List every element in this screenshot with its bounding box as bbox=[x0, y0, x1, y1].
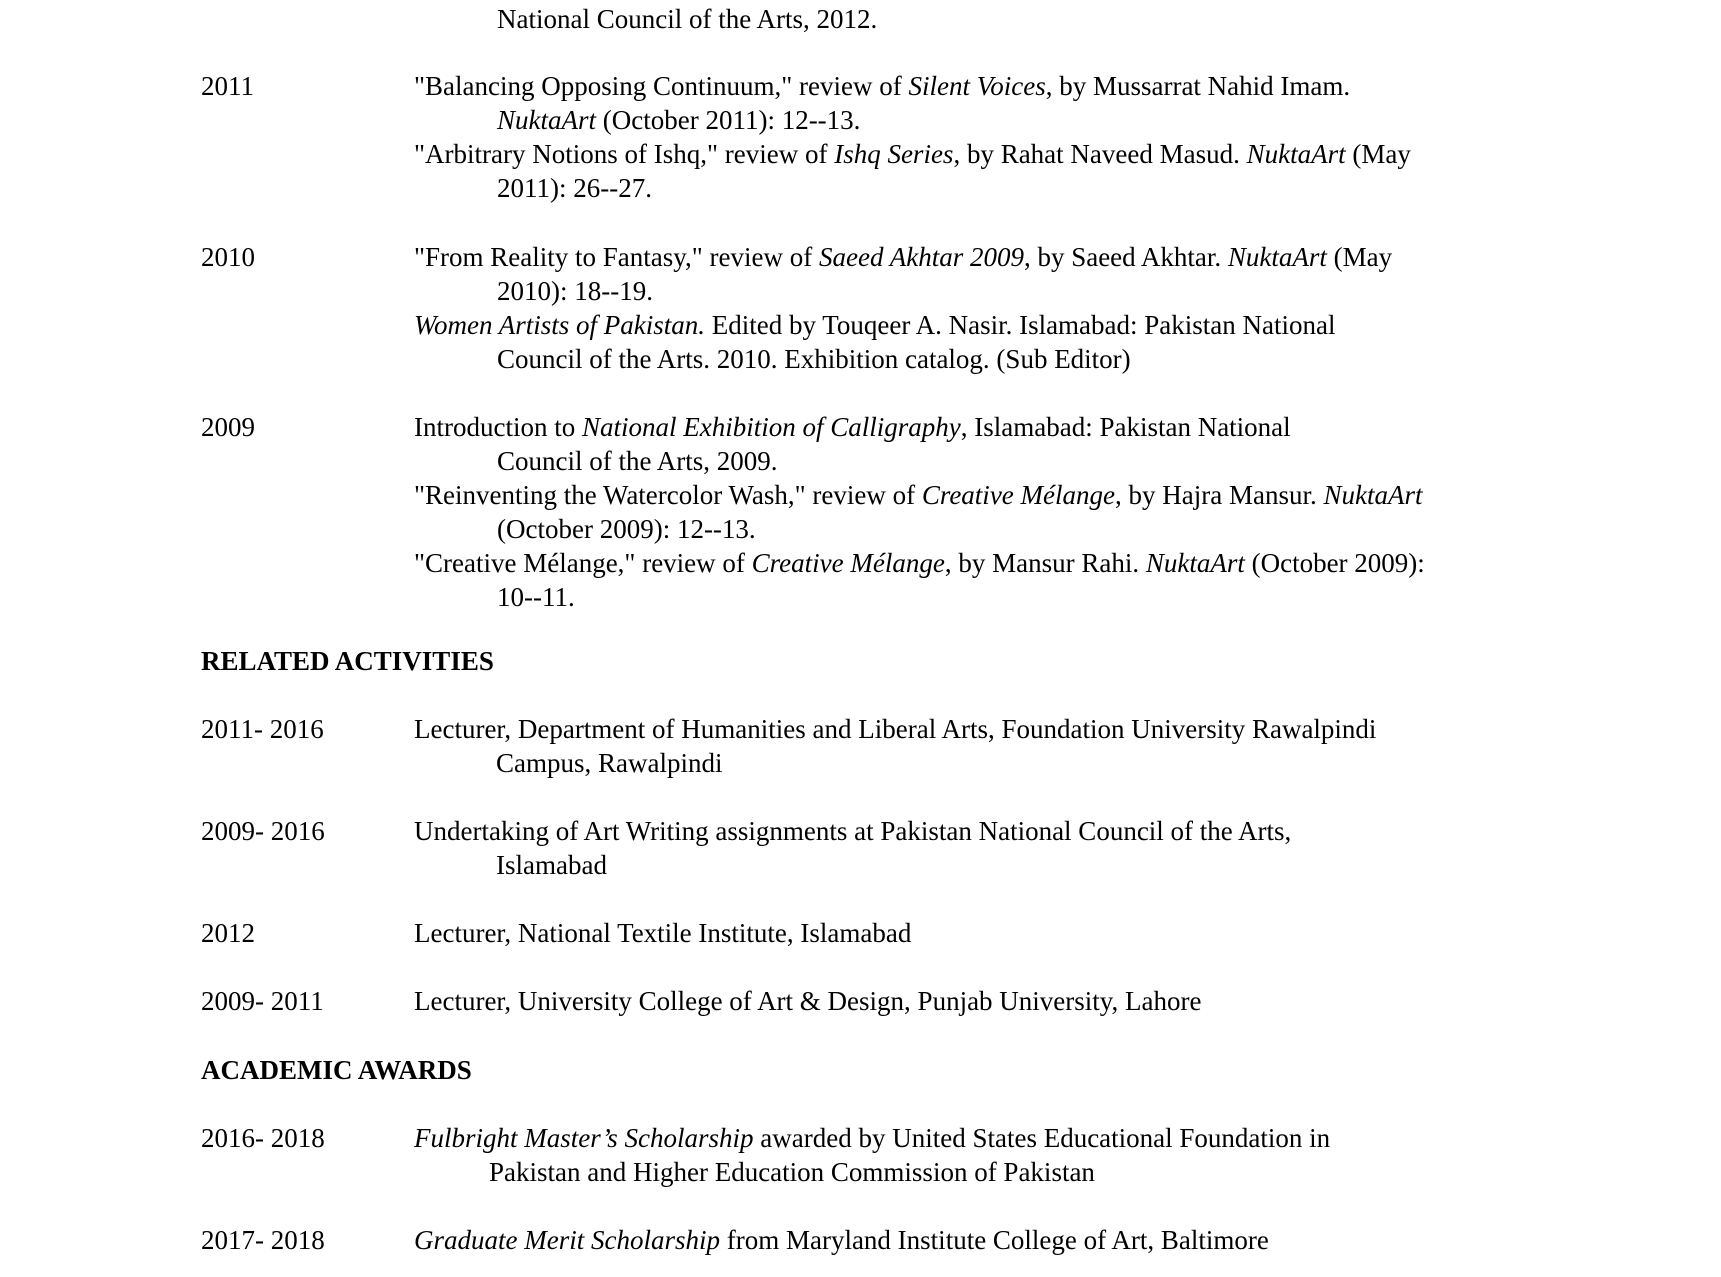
text-run: "Creative Mélange," review of bbox=[414, 548, 752, 578]
text-run: , by Rahat Naveed Masud. bbox=[953, 139, 1247, 169]
activity-text: Lecturer, University College of Art & Design, Punjab University, Lahore bbox=[414, 986, 1202, 1016]
text-run: , Islamabad: Pakistan National bbox=[960, 412, 1291, 442]
italic-title-text: NuktaArt bbox=[1145, 548, 1245, 578]
text-run: Edited by Touqeer A. Nasir. Islamabad: Pakistan National bbox=[705, 310, 1336, 340]
publication-entry-line bbox=[414, 546, 1425, 580]
text-run: 2011): 26--27. bbox=[497, 173, 652, 203]
text-run: , by Hajra Mansur. bbox=[1115, 480, 1324, 510]
text-run: (May bbox=[1326, 242, 1393, 272]
award-title: Graduate Merit Scholarship bbox=[414, 1225, 720, 1255]
text-run: , by Mansur Rahi. bbox=[944, 548, 1146, 578]
text-run: (May bbox=[1345, 139, 1411, 169]
activity-text-continuation: Campus, Rawalpindi bbox=[496, 748, 723, 778]
award-description: awarded by United States Educational Foundation in bbox=[753, 1123, 1331, 1153]
activity-years: 2009- 2016 bbox=[201, 816, 325, 846]
italic-title-text: Ishq Series bbox=[834, 139, 954, 169]
publication-entry-line bbox=[414, 240, 1392, 274]
activity-text: Lecturer, National Textile Institute, Islamabad bbox=[414, 918, 912, 948]
continuation-line: National Council of the Arts, 2012. bbox=[497, 4, 878, 34]
award-description: from Maryland Institute College of Art, Baltimore bbox=[719, 1225, 1269, 1255]
publication-entry-line bbox=[414, 410, 1291, 444]
publication-entry-line bbox=[414, 478, 1422, 512]
publication-entry-continuation bbox=[497, 512, 756, 546]
text-run: (October 2011): 12--13. bbox=[596, 105, 861, 135]
award-title: Fulbright Master’s Scholarship bbox=[414, 1123, 754, 1153]
award-text bbox=[414, 1223, 1269, 1257]
activity-years: 2011- 2016 bbox=[201, 714, 324, 744]
section-heading-academic-awards: ACADEMIC AWARDS bbox=[201, 1055, 472, 1085]
publication-entry-continuation bbox=[497, 103, 860, 137]
text-run: "Arbitrary Notions of Ishq," review of bbox=[414, 139, 835, 169]
italic-title-text: Saeed Akhtar 2009 bbox=[818, 242, 1024, 272]
italic-title-text: Women Artists of Pakistan. bbox=[414, 310, 706, 340]
publication-entry-continuation bbox=[497, 444, 777, 478]
award-years: 2017- 2018 bbox=[201, 1225, 325, 1255]
italic-title-text: NuktaArt bbox=[1323, 480, 1423, 510]
italic-title-text: Creative Mélange bbox=[921, 480, 1115, 510]
italic-title-text: Silent Voices bbox=[908, 71, 1046, 101]
activity-years: 2009- 2011 bbox=[201, 986, 324, 1016]
publication-year: 2010 bbox=[201, 242, 255, 272]
italic-title-text: NuktaArt bbox=[1246, 139, 1346, 169]
publication-entry-continuation bbox=[497, 580, 575, 614]
publication-entry-continuation bbox=[497, 342, 1131, 376]
activity-years: 2012 bbox=[201, 918, 255, 948]
text-run: (October 2009): 12--13. bbox=[497, 514, 756, 544]
italic-title-text: National Exhibition of Calligraphy bbox=[581, 412, 961, 442]
text-run: "Reinventing the Watercolor Wash," review of bbox=[414, 480, 922, 510]
text-run: "Balancing Opposing Continuum," review of bbox=[414, 71, 909, 101]
publication-year: 2011 bbox=[201, 71, 254, 101]
text-run: 10--11. bbox=[497, 582, 575, 612]
publication-entry-line bbox=[414, 69, 1350, 103]
italic-title-text: NuktaArt bbox=[1227, 242, 1327, 272]
publication-year: 2009 bbox=[201, 412, 255, 442]
italic-title-text: Creative Mélange bbox=[751, 548, 945, 578]
text-run: "From Reality to Fantasy," review of bbox=[414, 242, 819, 272]
text-run: , by Saeed Akhtar. bbox=[1023, 242, 1228, 272]
award-text bbox=[414, 1121, 1330, 1155]
italic-title-text: NuktaArt bbox=[497, 105, 596, 135]
activity-text: Lecturer, Department of Humanities and Liberal Arts, Foundation University Rawalpindi bbox=[414, 714, 1377, 744]
publication-entry-line bbox=[414, 308, 1336, 342]
text-run: Introduction to bbox=[414, 412, 582, 442]
award-text-continuation: Pakistan and Higher Education Commission of Pakistan bbox=[489, 1157, 1095, 1187]
publication-entry-continuation bbox=[497, 274, 653, 308]
text-run: , by Mussarrat Nahid Imam. bbox=[1045, 71, 1351, 101]
text-run: Council of the Arts, 2009. bbox=[497, 446, 778, 476]
text-run: Council of the Arts. 2010. Exhibition catalog. (Sub Editor) bbox=[497, 344, 1131, 374]
publication-entry-line bbox=[414, 137, 1411, 171]
publication-entry-continuation bbox=[497, 171, 652, 205]
award-years: 2016- 2018 bbox=[201, 1123, 325, 1153]
text-run: 2010): 18--19. bbox=[497, 276, 653, 306]
activity-text-continuation: Islamabad bbox=[496, 850, 607, 880]
activity-text: Undertaking of Art Writing assignments at Pakistan National Council of the Arts, bbox=[414, 816, 1292, 846]
section-heading-related-activities: RELATED ACTIVITIES bbox=[201, 646, 494, 676]
text-run: (October 2009): bbox=[1244, 548, 1425, 578]
